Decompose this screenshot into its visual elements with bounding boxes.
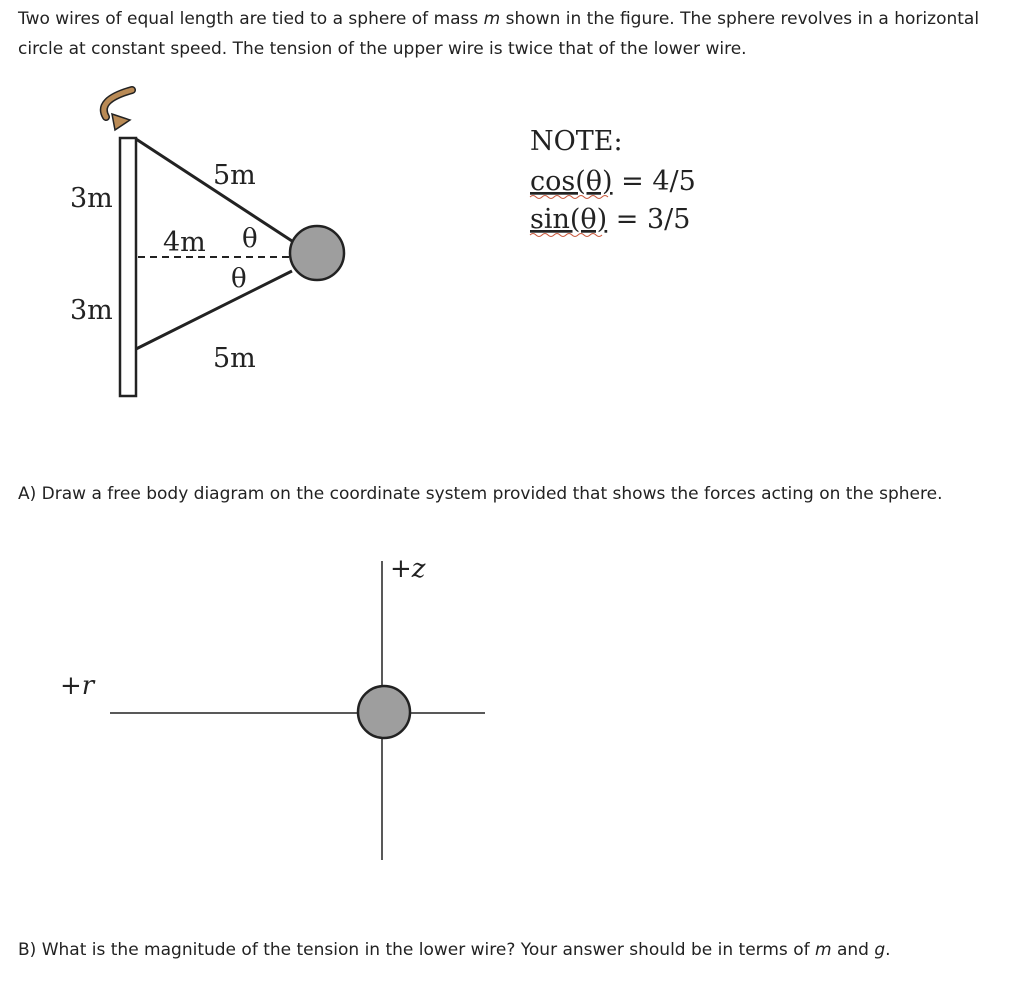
label-upper-wire: 5m xyxy=(213,160,256,191)
label-lower-wire: 5m xyxy=(213,343,256,374)
note-cos-value: = 4/5 xyxy=(612,166,696,197)
rotation-arrow-icon xyxy=(104,90,132,130)
note-sin-func: sin(θ) xyxy=(530,204,608,235)
part-b-g: g xyxy=(874,940,886,960)
z-axis-label: +z xyxy=(390,554,426,584)
r-axis-label: +r xyxy=(60,671,95,701)
label-theta-upper: θ xyxy=(242,224,258,254)
note-cos xyxy=(530,166,696,197)
axes-sphere xyxy=(358,686,410,738)
note-sin-value: = 3/5 xyxy=(607,204,691,235)
label-upper-height: 3m xyxy=(70,183,113,214)
label-horizontal: 4m xyxy=(163,227,206,258)
label-lower-height: 3m xyxy=(70,295,113,326)
part-b-m: m xyxy=(814,940,832,960)
intro-text-2: shown in the figure. The sphere revolves in a horizontal circle at constant speed. The tension of the upper wire is twice that of the lower wire. xyxy=(18,9,980,59)
sphere xyxy=(290,226,344,280)
part-b-text: B) What is the magnitude of the tension in the lower wire? Your answer should be in terms of xyxy=(18,940,815,960)
mass-symbol: m xyxy=(483,9,501,29)
intro-text-1: Two wires of equal length are tied to a sphere of mass xyxy=(18,9,484,29)
note-cos-func: cos(θ) xyxy=(530,166,613,197)
part-b-question xyxy=(18,935,1008,965)
part-b-and: and xyxy=(831,940,875,960)
lower-wire xyxy=(136,271,292,349)
note-sin xyxy=(530,204,690,235)
note-heading: NOTE: xyxy=(530,126,623,157)
part-a-question: A) Draw a free body diagram on the coordinate system provided that shows the forces acting on the sphere. xyxy=(18,484,943,504)
label-theta-lower: θ xyxy=(231,264,247,294)
vertical-pole xyxy=(120,138,136,396)
part-b-suffix: . xyxy=(885,940,891,960)
